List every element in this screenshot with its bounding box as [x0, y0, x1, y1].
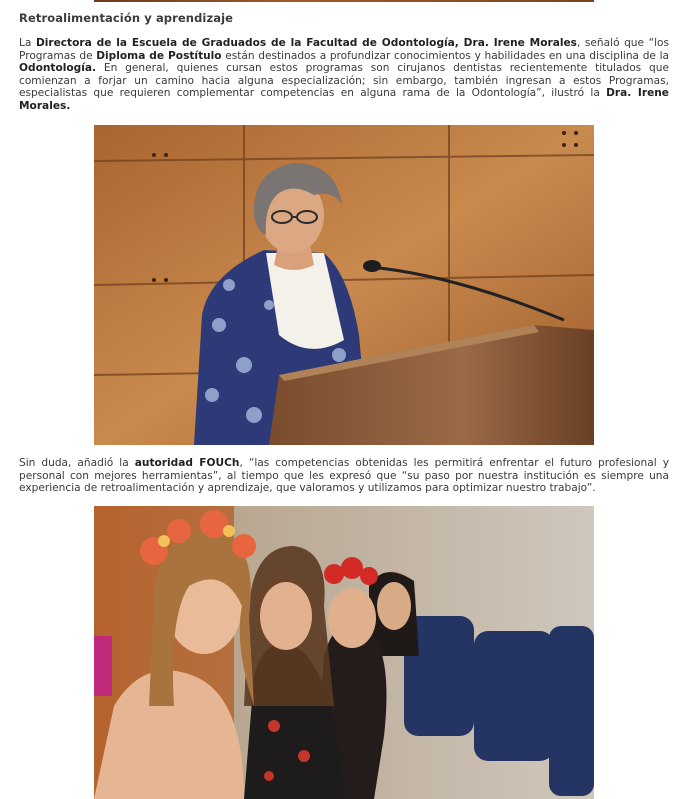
p1-text-4: En general, quienes cursan estos programas son cirujanos dentistas recientemente titulados que comienzan a forjar un camino hacia alguna especialización; sin embargo, también ingresan a estos Programas, especialistas que requieren complementar competencias en alguna rama de la Odontología”, ilustró la [19, 62, 669, 99]
audience-photo-illustration [94, 506, 594, 799]
p2-text-2: , “las competencias obtenidas les permitirá enfrentar el futuro profesional y personal con mejores herramientas”, al tiempo que les expresó que “su paso por nuestra institución es siempre una experiencia de retroalimentación y aprendizaje, que valoramos y utilizamos para optimizar nuestro trabajo”. [19, 457, 669, 494]
p1-text-1: La [19, 37, 36, 49]
p2-text-1: Sin duda, añadió la [19, 457, 135, 469]
speaker-photo-illustration [94, 125, 594, 445]
photo-speaker-at-podium [94, 125, 594, 445]
paragraph-directora-quote [19, 37, 669, 112]
photo-graduates-audience [94, 506, 594, 799]
paragraph-autoridad-fouch [19, 457, 669, 495]
p1-text-3: están destinados a profundizar conocimientos y habilidades en una disciplina de la [221, 49, 670, 62]
previous-photo-edge [94, 0, 594, 2]
p2-bold-autoridad: autoridad FOUCh [134, 457, 240, 469]
p1-bold-odontologia: Odontología. [19, 62, 97, 74]
section-heading: Retroalimentación y aprendizaje [19, 11, 234, 25]
p1-text-2: , señaló que “los Programas de [19, 37, 670, 62]
p1-bold-dra-morales: Dra. Irene Morales. [19, 87, 669, 112]
p1-bold-diploma: Diploma de Postítulo [96, 49, 222, 62]
p1-bold-directora: Directora de la Escuela de Graduados de la Facultad de Odontología, Dra. Irene Morales [35, 37, 577, 49]
